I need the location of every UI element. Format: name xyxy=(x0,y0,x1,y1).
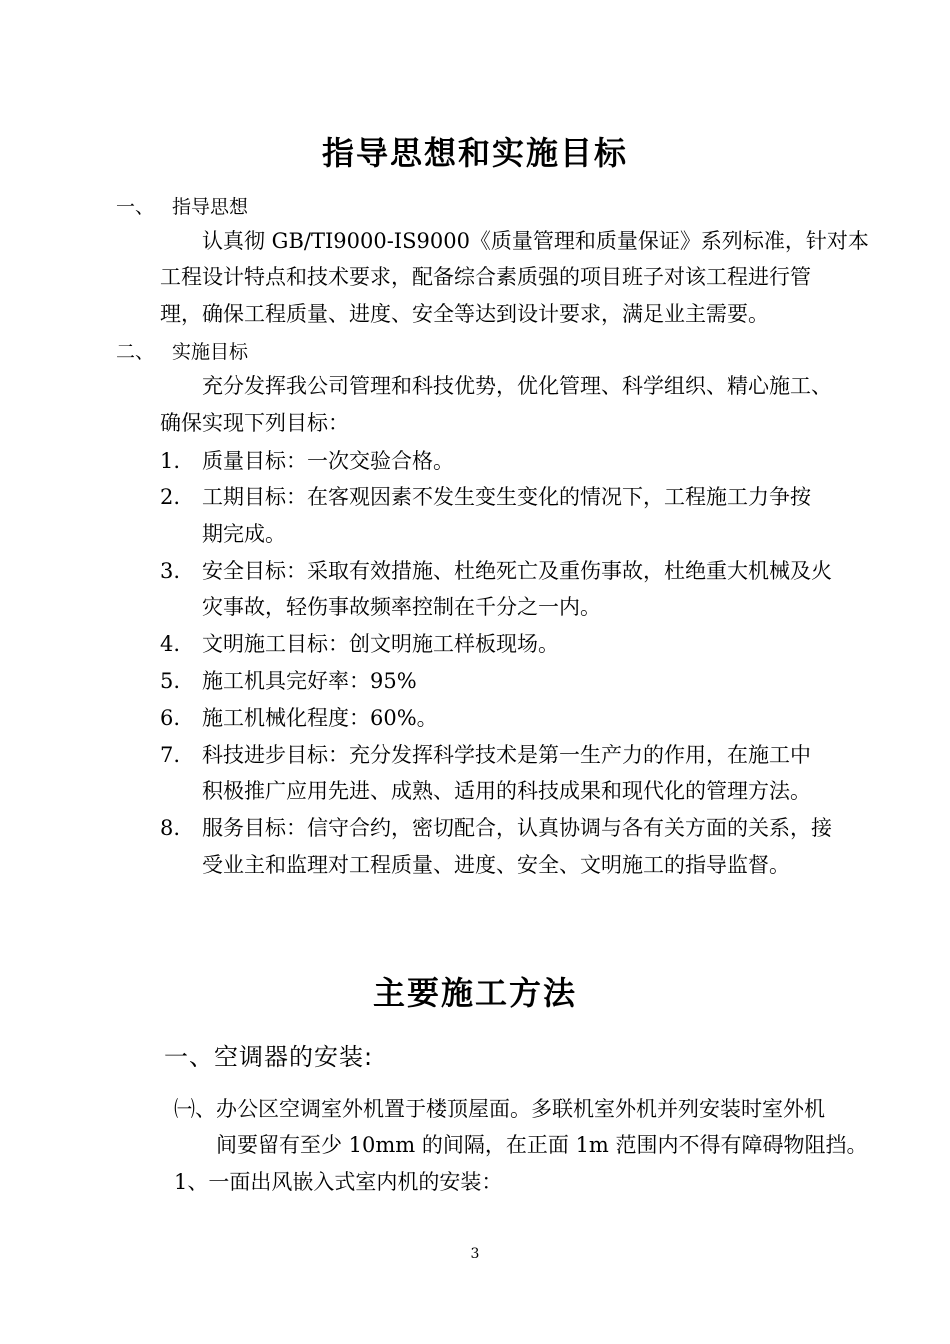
page-number: 3 xyxy=(470,1246,480,1262)
section-heading-ac-install: 一、空调器的安装: xyxy=(164,1043,374,1071)
ac-para-line-2: 间要留有至少 10mm 的间隔，在正面 1m 范围内不得有障碍物阻挡。 xyxy=(216,1133,868,1157)
ac-subheading: 1、一面出风嵌入式室内机的安装： xyxy=(174,1170,503,1194)
goal-item-number: 2. xyxy=(160,485,181,509)
goal-item-text: 服务目标：信守合约，密切配合，认真协调与各有关方面的关系，接 xyxy=(202,816,832,840)
goals-intro-line-1: 充分发挥我公司管理和科技优势，优化管理、科学组织、精心施工、 xyxy=(202,374,832,398)
section-heading-guide: 指导思想 xyxy=(172,196,249,218)
goal-item-number: 8. xyxy=(160,816,181,840)
goals-intro-line-2: 确保实现下列目标： xyxy=(160,411,349,435)
section-heading-goals: 实施目标 xyxy=(172,341,249,363)
guide-line-3: 理，确保工程质量、进度、安全等达到设计要求，满足业主需要。 xyxy=(160,302,769,326)
goal-item-text: 积极推广应用先进、成熟、适用的科技成果和现代化的管理方法。 xyxy=(202,779,811,803)
goal-item-number: 4. xyxy=(160,632,181,656)
goal-item-text: 质量目标：一次交验合格。 xyxy=(202,449,454,473)
goal-item-number: 6. xyxy=(160,706,181,730)
goal-item-number: 1. xyxy=(160,449,181,473)
section-marker-2: 二、 xyxy=(116,341,155,363)
goal-item-text: 受业主和监理对工程质量、进度、安全、文明施工的指导监督。 xyxy=(202,853,790,877)
goal-item-text: 工期目标：在客观因素不发生变生变化的情况下，工程施工力争按 xyxy=(202,485,811,509)
goal-item-text: 科技进步目标：充分发挥科学技术是第一生产力的作用，在施工中 xyxy=(202,743,811,767)
goal-item-text: 期完成。 xyxy=(202,522,286,546)
goal-item-text: 安全目标：采取有效措施、杜绝死亡及重伤事故，杜绝重大机械及火 xyxy=(202,559,832,583)
goal-item-text: 施工机械化程度：60%。 xyxy=(202,706,438,730)
guide-line-1: 认真彻 GB/TI9000-IS9000《质量管理和质量保证》系列标准，针对本 xyxy=(202,229,869,253)
goal-item-text: 灾事故，轻伤事故频率控制在千分之一内。 xyxy=(202,595,601,619)
title-guiding-ideas: 指导思想和实施目标 xyxy=(321,134,628,172)
goal-item-number: 7. xyxy=(160,743,181,767)
ac-para-line-1: ㈠、办公区空调室外机置于楼顶屋面。多联机室外机并列安装时室外机 xyxy=(174,1097,825,1121)
goal-item-number: 3. xyxy=(160,559,181,583)
title-construction-methods: 主要施工方法 xyxy=(372,974,577,1012)
goal-item-number: 5. xyxy=(160,669,181,693)
goal-item-text: 施工机具完好率：95% xyxy=(202,669,417,693)
section-marker-1: 一、 xyxy=(116,196,155,218)
goal-item-text: 文明施工目标：创文明施工样板现场。 xyxy=(202,632,559,656)
guide-line-2: 工程设计特点和技术要求，配备综合素质强的项目班子对该工程进行管 xyxy=(160,265,811,289)
